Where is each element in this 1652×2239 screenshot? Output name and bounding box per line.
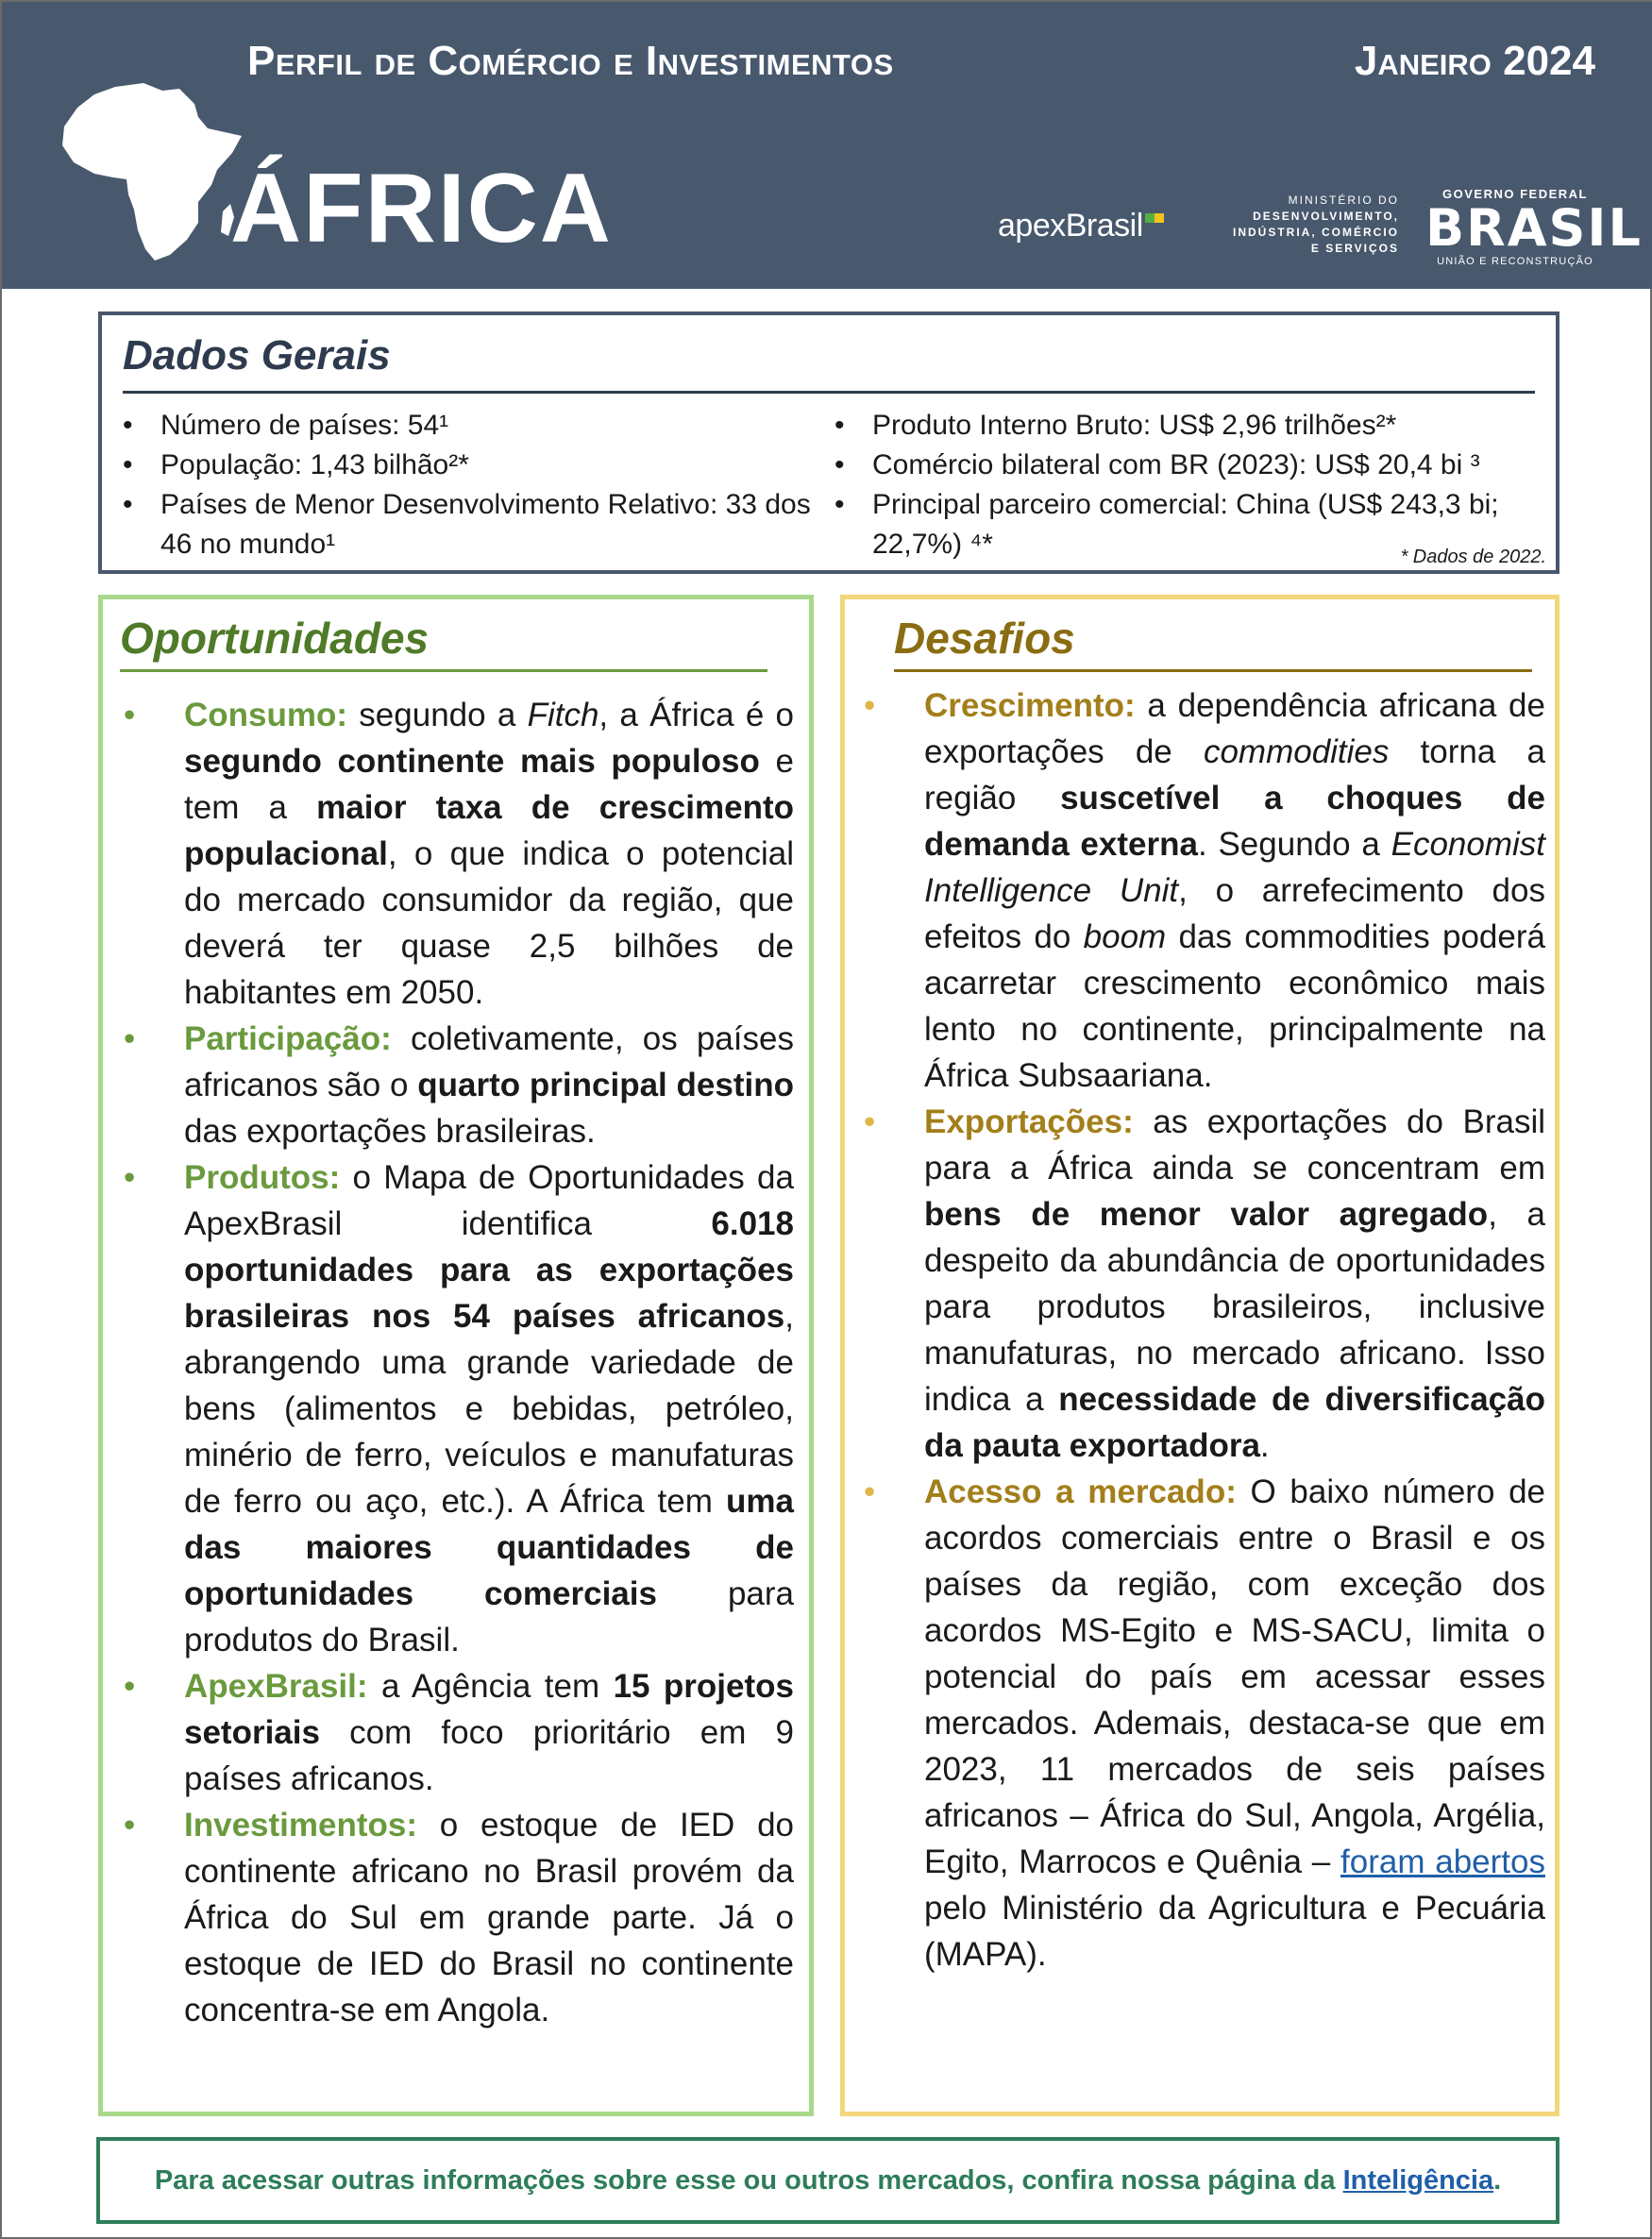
mapa-link[interactable]: foram abertos [1340,1843,1545,1880]
header-banner [2,2,1652,289]
list-item [862,1099,1545,1469]
item-text: das commodities poderá acarretar crescimento econômico mais lento no continente, principalmente na África Subsaariana. [924,918,1545,1094]
general-data-list-left [123,406,840,564]
item-text: para produtos do Brasil. [184,1575,795,1658]
item-text: a Agência tem [367,1668,614,1705]
item-bold: necessidade de diversificação da pauta exportadora [924,1381,1545,1464]
inteligencia-link[interactable]: Inteligência [1342,2165,1494,2196]
list-item: • População: 1,43 bilhão²* [123,446,840,485]
item-text: o Mapa de Oportunidades da ApexBrasil identifica [184,1159,794,1242]
challenges-title: Desafios [894,614,1075,663]
item-text: coletivamente, os países africanos são o [184,1020,794,1103]
apexbrasil-logo-text: apexBrasil [998,208,1143,244]
item-label: Acesso a mercado: [924,1473,1237,1510]
item-label: Crescimento: [924,687,1136,724]
list-item: • Países de Menor Desenvolvimento Relativo: 33 dos 46 no mundo¹ [123,485,840,564]
list-item [862,682,1545,1099]
list-item [122,1802,794,2033]
challenges-list [862,682,1545,1978]
item-text: . Segundo a [1197,826,1391,863]
item-text: segundo a [347,697,528,733]
item-label: Exportações: [924,1103,1134,1140]
item-text: pelo Ministério da Agricultura e Pecuária (MAPA). [924,1890,1545,1973]
footer-text [100,2141,1556,2220]
item-bold: quarto principal destino [417,1067,794,1103]
item-italic: boom [1083,918,1167,955]
africa-map-icon [57,79,245,268]
item-text: o estoque de IED do continente africano no Brasil provém da África do Sul em grande parte. Já o estoque de IED do Brasil no continente concentra-se em Angola. [184,1807,794,2029]
list-item: • Produto Interno Bruto: US$ 2,96 trilhões²* [834,406,1533,446]
government-logo [1425,187,1643,267]
item-text: e tem a [184,743,794,826]
item-bold: 6.018 oportunidades para as exportações brasileiras nos 54 países africanos [184,1205,794,1335]
item-bold: maior taxa de crescimento populacional [184,789,794,872]
gov-logo-top: GOVERNO FEDERAL [1442,187,1588,201]
item-bold: suscetível a choques de demanda externa [924,780,1545,863]
ministry-logo [1182,193,1399,257]
item-italic: Fitch [527,697,599,733]
divider [120,669,767,672]
list-item: • Principal parceiro comercial: China (US$ 243,3 bi; 22,7%) ⁴* [834,485,1533,564]
item-text: torna a região [924,733,1545,816]
item-text: as exportações do Brasil para a África ainda se concentram em [924,1103,1545,1187]
list-item [122,1016,794,1154]
divider [123,391,1535,394]
item-text: . [1259,1427,1270,1464]
list-item [122,692,794,1016]
apexbrasil-logo [998,208,1164,244]
item-italic: commodities [1203,733,1390,770]
item-label: Consumo: [184,697,348,733]
list-item [122,1154,794,1663]
item-text: O baixo número de acordos comerciais entre o Brasil e os países da região, com exceção dos acordos MS-Egito e MS-SACU, limita o potencial do país em acessar esses mercados. Ademais, destaca-se que em 2023, 11 mercados de seis países africanos – África do Sul, Angola, Argélia, Egito, Marrocos e Quênia – [924,1473,1545,1880]
item-text: , abrangendo uma grande variedade de bens (alimentos e bebidas, petróleo, minério de ferro, veículos e manufaturas de ferro ou aço, etc.). A África tem [184,1298,794,1520]
report-subtitle: Perfil de Comércio e Investimentos [247,38,894,84]
item-label: ApexBrasil: [184,1668,368,1705]
item-bold: uma das maiores quantidades de oportunidades comerciais [184,1483,794,1612]
item-bold: segundo continente mais populoso [184,743,760,780]
item-text: , a despeito da abundância de oportunidades para produtos brasileiros, inclusive manufaturas, no mercado africano. Isso indica a [924,1196,1545,1418]
gov-logo-bottom: UNIÃO E RECONSTRUÇÃO [1437,256,1593,267]
gov-logo-main: BRASIL [1425,198,1643,258]
item-bold: 15 projetos setoriais [184,1668,794,1751]
page-title: ÁFRICA [230,154,613,263]
list-item: • Comércio bilateral com BR (2023): US$ 20,4 bi ³ [834,446,1533,485]
divider [894,669,1532,672]
ministry-logo-line: DESENVOLVIMENTO, [1253,210,1399,223]
item-text: com foco prioritário em 9 países africanos. [184,1714,794,1797]
opportunities-title: Oportunidades [120,614,430,663]
footer-text-end: . [1493,2165,1502,2196]
item-text: , o arrefecimento dos efeitos do [924,872,1545,955]
item-italic: Economist Intelligence Unit [924,826,1545,909]
item-text: das exportações brasileiras. [184,1113,596,1150]
footer-text-main: Para acessar outras informações sobre esse ou outros mercados, confira nossa página da [154,2165,1343,2196]
logo-square-green-icon [1145,213,1155,223]
item-label: Investimentos: [184,1807,417,1843]
item-bold: bens de menor valor agregado [924,1196,1489,1233]
list-item [862,1469,1545,1978]
data-footnote: * Dados de 2022. [1400,547,1546,567]
footer-box [96,2137,1559,2224]
opportunities-list [122,692,794,2033]
ministry-logo-line: E SERVIÇOS [1310,242,1399,255]
general-data-list-right [834,406,1533,564]
general-data-title: Dados Gerais [123,332,391,379]
ministry-logo-line: INDÚSTRIA, COMÉRCIO [1233,226,1399,239]
item-label: Produtos: [184,1159,341,1196]
general-data-box [98,311,1559,574]
report-date: Janeiro 2024 [1354,38,1595,84]
challenges-box [840,595,1559,2116]
list-item: • Número de países: 54¹ [123,406,840,446]
item-text: , o que indica o potencial do mercado consumidor da região, que deverá ter quase 2,5 bilhões de habitantes em 2050. [184,835,794,1011]
item-label: Participação: [184,1020,392,1057]
item-text: , a África é o [598,697,795,733]
item-text: a dependência africana de exportações de [924,687,1545,770]
logo-square-yellow-icon [1155,213,1164,223]
list-item [122,1663,794,1802]
opportunities-box [98,595,814,2116]
ministry-logo-line: MINISTÉRIO DO [1288,194,1399,207]
